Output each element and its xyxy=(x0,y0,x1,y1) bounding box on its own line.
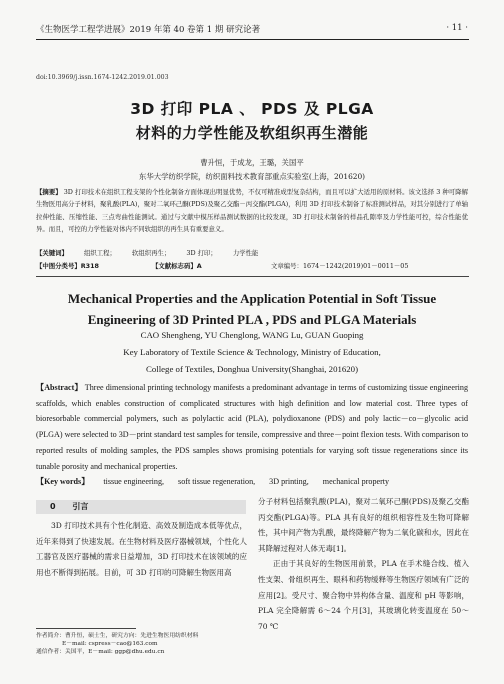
abstract-cn-text: 3D 打印技术在组织工程支架的个性化制备方面体现出明显优势，不仅可精准成型复杂结构，而且可以扩大适用的原材料。该文选择 3 种可降解生物医用高分子材料，聚乳酸(PLA)，聚对二氧环己酮(PDS)及聚乙交酯－丙交酯(PLGA)，利用 3D 打印技术制备了标准测试样品，对其分别进行了单轴拉伸性能、压缩性能、三点弯曲性能测试。通过与文献中模压样品测试数据的比较发现，3D 打印技术制备的样品孔隙率及力学性能可控，综合性能优异。而且，可控的力学性能对体内不同软组织的再生具有重要意义。 xyxy=(36,188,468,233)
body-paragraph: 分子材料包括聚乳酸(PLA)，聚对二氧环己酮(PDS)及聚乙交酯丙交酯(PLGA)等。PLA 具有良好的组织相容性及生物可降解性，其中间产物为乳酸，最终降解产物为二氧化碳和水，因此在其降解过程对人体无毒[1]。 xyxy=(258,497,469,553)
authors-cn: 曹升恒，于成龙，王璐，关国平 xyxy=(200,158,304,167)
body-column-left xyxy=(36,518,247,580)
section-heading xyxy=(36,500,246,514)
section-number: 0 xyxy=(50,502,56,511)
footnote-corresponding: 通信作者：关国平，E－mail: ggp@dhu.edu.cn xyxy=(36,649,165,656)
abstract-cn-label: 【摘要】 xyxy=(36,188,62,196)
footnote-email: E－mail: cspress－cao@163.com xyxy=(62,641,158,648)
section-title: 引言 xyxy=(72,502,89,511)
header-rule xyxy=(36,39,469,40)
footnote-author: 作者简介：曹升恒，硕士生，研究方向：先进生物医用纺织材料 xyxy=(36,633,199,639)
keyword-en: soft tissue regeneration, xyxy=(178,477,256,486)
clc-number: 【中图分类号】R318 xyxy=(36,262,99,270)
keyword-cn: 软组织再生； xyxy=(132,249,171,257)
document-code: 【文献标志码】A xyxy=(152,262,202,270)
body-column-right xyxy=(258,494,469,634)
classification-line xyxy=(36,261,468,270)
title-cn-line-1: 3D 打印 PLA 、 PDS 及 PLGA xyxy=(130,100,374,118)
keywords-cn-label: 【关键词】 xyxy=(36,249,68,257)
title-cn-line-2: 材料的力学性能及软组织再生潜能 xyxy=(135,124,369,142)
abstract-en-label: 【Abstract】 xyxy=(36,383,83,392)
keyword-en: mechanical property xyxy=(322,477,390,486)
page-number: · 11 · xyxy=(446,23,468,33)
section-rule xyxy=(36,276,469,277)
keyword-cn: 3D 打印； xyxy=(186,249,217,257)
abstract-cn xyxy=(36,186,468,235)
doi: doi:10.3969/j.issn.1674-1242.2019.01.003 xyxy=(36,74,169,81)
abstract-en xyxy=(36,380,468,474)
body-paragraph: 正由于其良好的生物医用前景，PLA 在手术缝合线、植入性支架、骨组织再生、眼科和药物缓释等生物医疗领域有广泛的应用[2]。受尺寸、聚合物中异构体含量、温度和 pH 等影响，PLA 完全降解需 6～24 个月[3]，其玻璃化转变温度在 50～70 ℃ xyxy=(258,559,469,631)
keywords-cn xyxy=(36,248,468,257)
article-number: 文章编号：1674－1242(2019)01－0011－05 xyxy=(271,262,409,270)
keyword-cn: 力学性能 xyxy=(232,249,259,257)
title-en-line-2: Engineering of 3D Printed PLA , PDS and PLGA Materials xyxy=(87,312,417,327)
keyword-en: tissue engineering, xyxy=(103,477,165,486)
keywords-en-label: 【Key words】 xyxy=(36,477,90,486)
authors-en: CAO Shengheng, YU Chenglong, WANG Lu, GUAN Guoping xyxy=(140,330,364,340)
affiliation-en-line-1: Key Laboratory of Textile Science & Technology, Ministry of Education, xyxy=(123,347,381,357)
footnote xyxy=(36,632,247,657)
keyword-cn: 组织工程； xyxy=(84,249,116,257)
body-paragraph: 3D 打印技术具有个性化制造、高效及制造成本低等优点，近年来得到了快速发展。在生物材料及医疗器械领域，个性化人工器官及医疗器械的需求日益增加，3D 打印技术在该领域的应用也不断得到拓展。目前，可 3D 打印的可降解生物医用高 xyxy=(36,521,247,577)
affiliation-cn: 东华大学纺织学院，纺织面料技术教育部重点实验室(上海，201620) xyxy=(138,172,366,181)
keywords-en xyxy=(36,476,468,487)
title-en-line-1: Mechanical Properties and the Application Potential in Soft Tissue xyxy=(67,291,437,306)
affiliation-en-line-2: College of Textiles, Donghua University(Shanghai, 201620) xyxy=(145,364,359,374)
running-header xyxy=(36,23,468,35)
keyword-en: 3D printing, xyxy=(269,477,309,486)
journal-header: 《生物医学工程学进展》2019 年第 40 卷第 1 期 研究论著 xyxy=(36,25,261,35)
abstract-en-text: Three dimensional printing technology manifests a predominant advantage in terms of customizing tissue engineering scaffolds, which enables construction of complicated structures with high definition and low material cost. Three types of bioresorbable commercial polymers, such as polylactic acid (PLA), polydioxanone (PDS) and poly lactic－co－glycolic acid (PLGA) were selected to 3D－print standard test samples for tensile, compressive and three－point flexion tests. With comparison to reported results of molding samples, the PDS samples shows promising potentials for varying soft tissue regenerations since its tunable porosity and mechanical properties. xyxy=(36,383,468,471)
footnote-rule xyxy=(36,628,136,629)
